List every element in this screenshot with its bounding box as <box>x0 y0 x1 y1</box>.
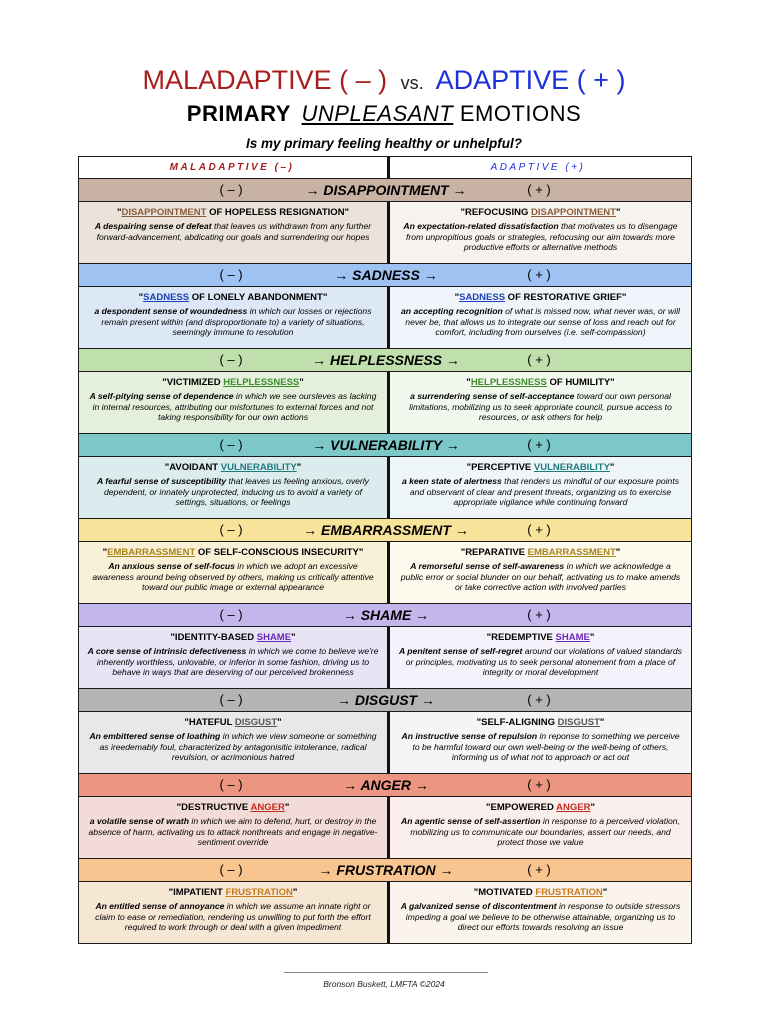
description-text: in response to outside stressors impeding a goal we believe to be otherwise attainable, organizing us to direct our efforts towards resolving an issue <box>405 901 681 933</box>
emotion-name: → DISGUST → <box>336 692 435 708</box>
adaptive-cell <box>390 627 691 688</box>
cell-description <box>398 561 683 593</box>
cell-heading <box>398 716 683 729</box>
emotion-band <box>79 263 691 287</box>
cell-heading <box>87 801 379 814</box>
cell-heading <box>398 886 683 899</box>
description-text: in which we view someone or something as ireedemably foul, characterized by antagonisitic intolerance, radical revulsion, or acrimonious hatred <box>99 731 377 763</box>
column-header-adaptive: ADAPTIVE (+) <box>490 162 586 173</box>
adaptive-cell <box>390 882 691 943</box>
emotion-band <box>79 858 691 882</box>
emotion-band <box>79 773 691 797</box>
heading-emotion-word: VULNERABILITY <box>533 462 610 473</box>
adaptive-cell <box>390 202 691 263</box>
heading-suffix: " <box>292 887 298 898</box>
description-text: in which we adopt an excessive awareness around being observed by others, making us critically attentive toward our public image or external appearance <box>92 561 374 593</box>
emotion-band <box>79 688 691 712</box>
cell-description <box>398 306 683 338</box>
cell-description <box>398 731 683 763</box>
description-text: that leaves us withdrawn from any further forward-advancement, abdicating our goals and surrendering our hopes <box>96 221 372 242</box>
adaptive-cell <box>390 542 691 603</box>
emotion-band <box>79 518 691 542</box>
description-text: of what is missed now, what never was, or will never be, that allows us to integrate our sense of loss and reach out for comfort, including from ourselves (i.e. self-compassion) <box>405 306 680 338</box>
heading-emotion-word: DISGUST <box>234 717 278 728</box>
cell-heading <box>87 716 379 729</box>
description-text: toward our own personal limitations, mobilizing us to seek approriate council, pursue access to resources, or ask others for help <box>409 391 672 423</box>
heading-prefix: "EMPOWERED <box>486 802 557 813</box>
cell-heading <box>398 206 683 219</box>
maladaptive-cell <box>79 542 387 603</box>
description-text: in which we see oursleves as lacking in internal resources, attributing our misfortunes to external forces and not taking responsibility for our own actions <box>92 391 377 423</box>
description-text: that leaves us feeling anxious, overly dependent, or innately unprotected, inducing us to avoid a variety of settings, situations, or feelings <box>104 476 369 508</box>
maladaptive-cell <box>79 372 387 433</box>
cell-description <box>398 221 683 253</box>
cell-description <box>87 391 379 423</box>
maladaptive-cell <box>79 882 387 943</box>
cell-heading <box>398 631 683 644</box>
heading-prefix: "IDENTITY-BASED <box>170 632 257 643</box>
heading-prefix: "REDEMPTIVE <box>486 632 556 643</box>
title-maladaptive: MALADAPTIVE ( – ) <box>142 65 388 95</box>
heading-prefix: " <box>138 292 144 303</box>
heading-emotion-word: DISAPPOINTMENT <box>121 207 207 218</box>
cell-description <box>87 816 379 848</box>
column-header-maladaptive: MALADAPTIVE (–) <box>169 162 295 173</box>
adaptive-cell <box>390 797 691 858</box>
positive-sign: ( + ) <box>527 437 551 452</box>
heading-suffix: OF HOPELESS RESIGNATION" <box>206 207 350 218</box>
heading-suffix: OF LONELY ABANDONMENT" <box>189 292 328 303</box>
emotion-band <box>79 433 691 457</box>
heading-emotion-word: HELPLESSNESS <box>223 377 300 388</box>
heading-emotion-word: SADNESS <box>459 292 506 303</box>
subtitle-emotions: EMOTIONS <box>459 101 582 126</box>
heading-prefix: "IMPATIENT <box>168 887 226 898</box>
description-key-phrase: A self-pitying sense of dependence <box>89 391 234 401</box>
heading-suffix: OF SELF-CONSCIOUS INSECURITY" <box>195 547 364 558</box>
heading-suffix: " <box>615 547 621 558</box>
heading-prefix: "REFOCUSING <box>460 207 531 218</box>
cell-description <box>87 476 379 508</box>
heading-emotion-word: ANGER <box>556 802 591 813</box>
cell-heading <box>398 546 683 559</box>
cell-heading <box>398 376 683 389</box>
description-key-phrase: A core sense of intrinsic defectiveness <box>87 646 247 656</box>
heading-suffix: " <box>602 887 608 898</box>
description-text: that renders us mindful of our exposure points and observant of clear and present threats, organizing us to exercise appropriate vigilance while continuing forward <box>409 476 680 508</box>
emotion-name: → VULNERABILITY → <box>312 437 460 453</box>
emotion-name: → HELPLESSNESS → <box>312 352 460 368</box>
heading-prefix: " <box>466 377 471 388</box>
maladaptive-cell <box>79 712 387 773</box>
emotion-name: → SADNESS → <box>334 267 438 283</box>
heading-suffix: " <box>609 462 615 473</box>
description-key-phrase: A fearful sense of susceptibility <box>97 476 227 486</box>
cell-description <box>87 561 379 593</box>
heading-prefix: "MOTIVATED <box>473 887 536 898</box>
heading-prefix: " <box>454 292 460 303</box>
cell-description <box>398 476 683 508</box>
cell-heading <box>87 546 379 559</box>
positive-sign: ( + ) <box>527 267 551 282</box>
cell-heading <box>398 461 683 474</box>
title-adaptive: ADAPTIVE ( + ) <box>435 65 626 95</box>
heading-suffix: " <box>277 717 282 728</box>
cell-description <box>398 901 683 933</box>
cell-heading <box>87 886 379 899</box>
heading-prefix: "DESTRUCTIVE <box>176 802 251 813</box>
heading-emotion-word: EMBARRASSMENT <box>107 547 196 558</box>
emotion-name: → FRUSTRATION → <box>318 862 454 878</box>
heading-prefix: " <box>116 207 122 218</box>
heading-emotion-word: SHAME <box>256 632 292 643</box>
title-vs: vs. <box>400 73 424 93</box>
heading-emotion-word: SHAME <box>555 632 590 643</box>
heading-emotion-word: FRUSTRATION <box>535 887 603 898</box>
emotion-name: → SHAME → <box>342 607 430 623</box>
heading-prefix: "AVOIDANT <box>164 462 221 473</box>
heading-suffix: " <box>615 207 621 218</box>
description-key-phrase: A despairing sense of defeat <box>94 221 212 231</box>
description-key-phrase: a surrendering sense of self-acceptance <box>410 391 575 401</box>
description-text: that motivates us to disengage from unpropitious goals or strategies, refocusing our aim towards more productive efforts or alternative methods <box>406 221 678 253</box>
column-header <box>79 157 691 178</box>
description-key-phrase: A penitent sense of self-regret <box>399 646 523 656</box>
description-text: in which we aim to defend, hurt, or destroy in the absence of harm, activating us to attack nonthreats and engage in negative-sentiment override <box>88 816 378 848</box>
description-text: around our violations of valued standards or principles, motivating us to seek personal atonement from a place of integrity or moral development <box>405 646 682 678</box>
cell-description <box>398 816 683 848</box>
heading-prefix: "PERCEPTIVE <box>466 462 534 473</box>
maladaptive-cell <box>79 627 387 688</box>
maladaptive-cell <box>79 287 387 348</box>
negative-sign: ( – ) <box>219 352 243 367</box>
footer-divider <box>284 972 488 973</box>
maladaptive-cell <box>79 202 387 263</box>
cell-heading <box>87 376 379 389</box>
description-text: in which we acknowledge a public error or social blunder on our behalf, activating us to make amends or take corrective action with involved parties <box>400 561 681 593</box>
negative-sign: ( – ) <box>219 692 243 707</box>
description-key-phrase: A galvanized sense of discontentment <box>400 901 557 911</box>
description-key-phrase: An agentic sense of self-assertion <box>401 816 541 826</box>
heading-emotion-word: FRUSTRATION <box>225 887 293 898</box>
heading-prefix: "HATEFUL <box>184 717 235 728</box>
cell-description <box>398 646 683 678</box>
heading-prefix: "SELF-ALIGNING <box>476 717 558 728</box>
negative-sign: ( – ) <box>219 607 243 622</box>
adaptive-cell <box>390 372 691 433</box>
adaptive-cell <box>390 287 691 348</box>
emotion-name: → EMBARRASSMENT → <box>303 522 469 538</box>
adaptive-cell <box>390 457 691 518</box>
heading-suffix: " <box>296 462 302 473</box>
emotion-name: → DISAPPOINTMENT → <box>305 182 467 198</box>
description-text: in which our losses or rejections remain present within (and disproportionate to) a variety of situations, seemingly immune to resolution <box>101 306 372 338</box>
cell-heading <box>398 291 683 304</box>
heading-suffix: " <box>299 377 304 388</box>
heading-emotion-word: HELPLESSNESS <box>470 377 547 388</box>
subtitle-unpleasant: UNPLEASANT <box>301 101 454 126</box>
positive-sign: ( + ) <box>527 777 551 792</box>
emotion-name: → ANGER → <box>343 777 429 793</box>
positive-sign: ( + ) <box>527 182 551 197</box>
heading-suffix: " <box>284 802 290 813</box>
heading-suffix: " <box>590 802 595 813</box>
negative-sign: ( – ) <box>219 862 243 877</box>
heading-suffix: OF RESTORATIVE GRIEF" <box>505 292 627 303</box>
negative-sign: ( – ) <box>219 437 243 452</box>
maladaptive-cell <box>79 457 387 518</box>
description-text: in response to a perceived violation, mobilizing us to communicate our boundaries, assert our needs, and protect those we value <box>410 816 680 848</box>
cell-description <box>87 646 379 678</box>
positive-sign: ( + ) <box>527 607 551 622</box>
heading-prefix: " <box>102 547 108 558</box>
negative-sign: ( – ) <box>219 777 243 792</box>
heading-emotion-word: SADNESS <box>143 292 190 303</box>
description-text: in which we assume an innate right or claim to ease or remediation, rendering us unwilling to put forth the effort required to work through or deal with a given impediment <box>95 901 371 933</box>
description-key-phrase: a despondent sense of woundedness <box>94 306 248 316</box>
heading-emotion-word: EMBARRASSMENT <box>527 547 616 558</box>
description-text: in which we come to believe we're inherently worthless, unlovable, or inferior in some fashion, driving us to behave in ways that are deserving of our perceived brokenness <box>96 646 379 678</box>
description-key-phrase: An expectation-related dissatisfaction <box>403 221 559 231</box>
description-key-phrase: An anxious sense of self-focus <box>108 561 235 571</box>
footer-credit: Bronson Buskett, LMFTA ©2024 <box>323 979 445 989</box>
negative-sign: ( – ) <box>219 267 243 282</box>
cell-description <box>87 306 379 338</box>
cell-description <box>87 901 379 933</box>
cell-heading <box>87 631 379 644</box>
heading-suffix: OF HUMILITY" <box>546 377 615 388</box>
description-key-phrase: an accepting recognition <box>401 306 503 316</box>
subtitle <box>0 100 768 128</box>
cell-description <box>398 391 683 423</box>
positive-sign: ( + ) <box>527 522 551 537</box>
cell-heading <box>398 801 683 814</box>
heading-emotion-word: DISGUST <box>557 717 600 728</box>
description-text: in reponse to something we perceive to be harmful toward our own well-being or the well-being of others, informing us of what not to approach or act out <box>412 731 680 763</box>
description-key-phrase: An entitled sense of annoyance <box>95 901 225 911</box>
heading-suffix: " <box>599 717 605 728</box>
heading-emotion-word: VULNERABILITY <box>220 462 297 473</box>
emotion-band <box>79 178 691 202</box>
main-title <box>0 64 768 99</box>
heading-suffix: " <box>291 632 296 643</box>
question-line: Is my primary feeling healthy or unhelpful? <box>245 136 523 151</box>
emotion-band <box>79 348 691 372</box>
emotion-table <box>78 156 692 944</box>
description-key-phrase: An embittered sense of loathing <box>89 731 221 741</box>
positive-sign: ( + ) <box>527 352 551 367</box>
description-key-phrase: A remorseful sense of self-awareness <box>410 561 565 571</box>
negative-sign: ( – ) <box>219 182 243 197</box>
description-key-phrase: a volatile sense of wrath <box>89 816 190 826</box>
cell-description <box>87 731 379 763</box>
heading-prefix: "VICTIMIZED <box>162 377 224 388</box>
heading-emotion-word: ANGER <box>250 802 285 813</box>
description-key-phrase: An instructive sense of repulsion <box>401 731 538 741</box>
cell-heading <box>87 206 379 219</box>
cell-description <box>87 221 379 242</box>
heading-prefix: "REPARATIVE <box>460 547 528 558</box>
heading-suffix: " <box>589 632 595 643</box>
adaptive-cell <box>390 712 691 773</box>
description-key-phrase: a keen state of alertness <box>401 476 502 486</box>
positive-sign: ( + ) <box>527 862 551 877</box>
cell-heading <box>87 291 379 304</box>
subtitle-primary: PRIMARY <box>186 101 291 126</box>
cell-heading <box>87 461 379 474</box>
positive-sign: ( + ) <box>527 692 551 707</box>
negative-sign: ( – ) <box>219 522 243 537</box>
emotion-band <box>79 603 691 627</box>
maladaptive-cell <box>79 797 387 858</box>
heading-emotion-word: DISAPPOINTMENT <box>530 207 616 218</box>
